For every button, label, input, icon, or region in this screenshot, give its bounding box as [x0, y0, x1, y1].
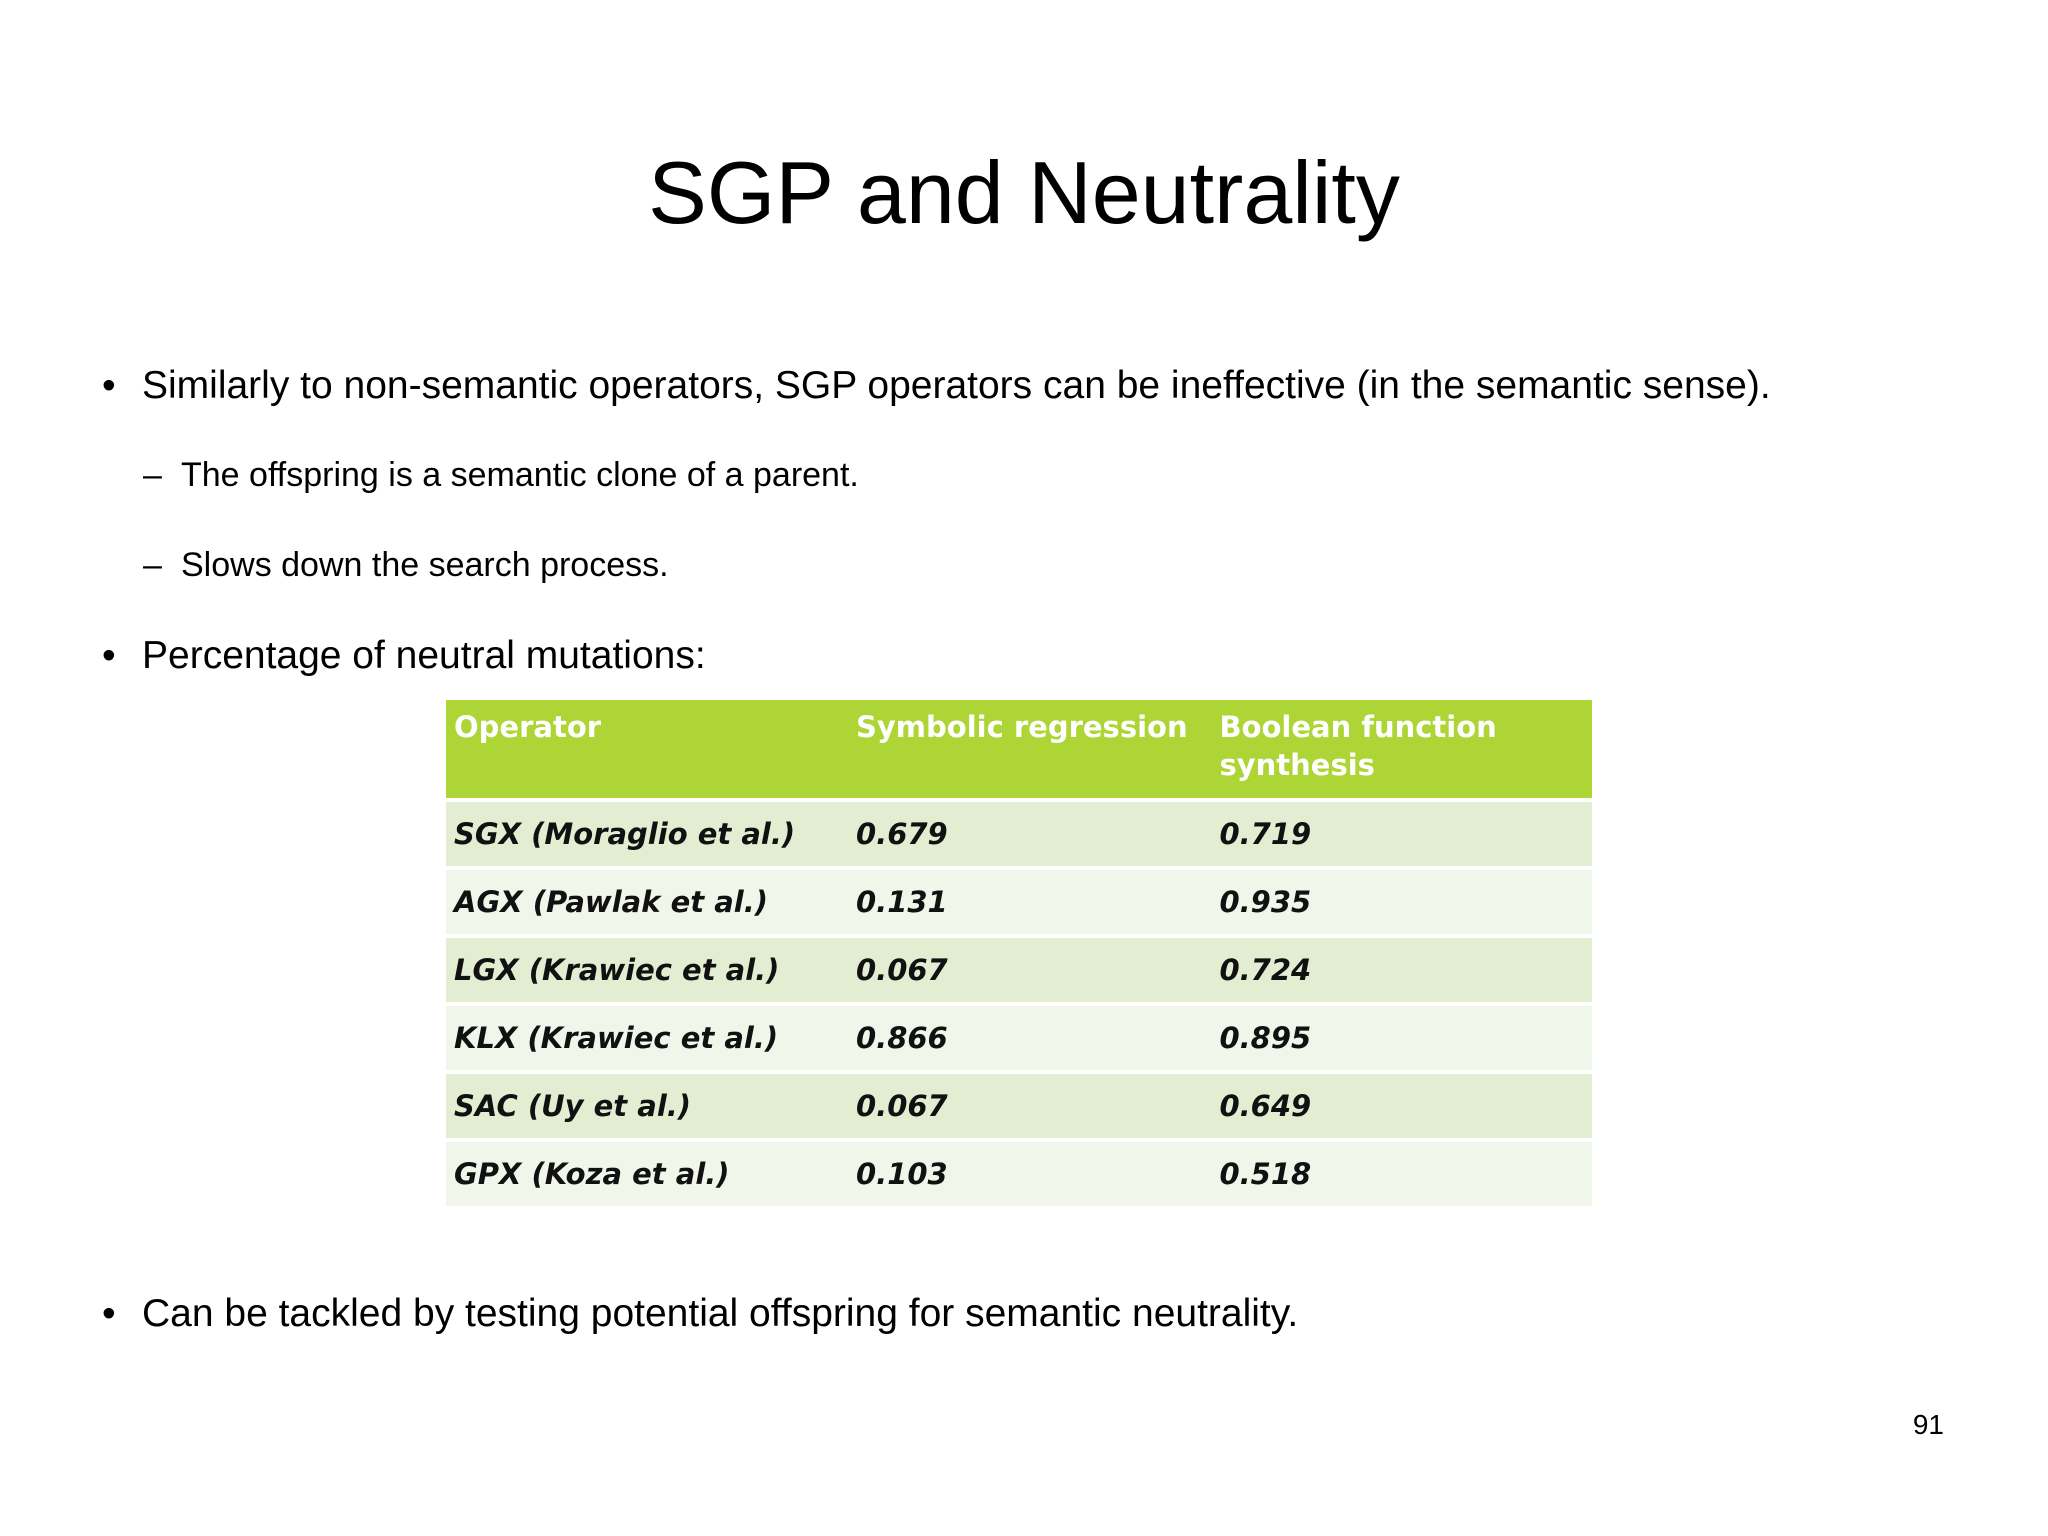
- column-header-operator: Operator: [446, 700, 848, 800]
- neutral-mutations-table: [446, 700, 1592, 1206]
- sub-bullet-text: Slows down the search process.: [181, 546, 669, 584]
- symbolic-regression-cell: 0.067: [848, 936, 1211, 1004]
- bullet-marker: •: [102, 1292, 116, 1335]
- symbolic-regression-cell: 0.866: [848, 1004, 1211, 1072]
- table-row: [446, 1004, 1592, 1072]
- symbolic-regression-cell: 0.103: [848, 1140, 1211, 1206]
- symbolic-regression-cell: 0.131: [848, 868, 1211, 936]
- boolean-synthesis-cell: 0.719: [1211, 800, 1592, 868]
- operator-cell: SGX (Moraglio et al.): [446, 800, 848, 868]
- table-row: [446, 936, 1592, 1004]
- column-header-boolean-function-synthesis: Boolean function synthesis: [1211, 700, 1592, 800]
- boolean-synthesis-cell: 0.518: [1211, 1140, 1592, 1206]
- operator-cell: GPX (Koza et al.): [446, 1140, 848, 1206]
- symbolic-regression-cell: 0.679: [848, 800, 1211, 868]
- operator-cell: KLX (Krawiec et al.): [446, 1004, 848, 1072]
- symbolic-regression-cell: 0.067: [848, 1072, 1211, 1140]
- table-row: [446, 868, 1592, 936]
- table-row: [446, 1140, 1592, 1206]
- page-number: 91: [1912, 1409, 1944, 1440]
- bullet-text: Can be tackled by testing potential offspring for semantic neutrality.: [142, 1292, 1299, 1335]
- operator-cell: SAC (Uy et al.): [446, 1072, 848, 1140]
- boolean-synthesis-cell: 0.724: [1211, 936, 1592, 1004]
- operator-cell: AGX (Pawlak et al.): [446, 868, 848, 936]
- boolean-synthesis-cell: 0.895: [1211, 1004, 1592, 1072]
- bullet-marker: •: [102, 634, 116, 677]
- column-header-symbolic-regression: Symbolic regression: [848, 700, 1211, 800]
- sub-bullet-marker: –: [143, 546, 162, 584]
- table-row: [446, 800, 1592, 868]
- table-header-row: [446, 700, 1592, 800]
- bullet-marker: •: [102, 364, 116, 407]
- slide-title: SGP and Neutrality: [648, 143, 1400, 242]
- table-row: [446, 1072, 1592, 1140]
- sub-bullet-marker: –: [143, 456, 162, 494]
- bullet-text: Similarly to non-semantic operators, SGP operators can be ineffective (in the semantic sense).: [142, 364, 1771, 407]
- operator-cell: LGX (Krawiec et al.): [446, 936, 848, 1004]
- boolean-synthesis-cell: 0.935: [1211, 868, 1592, 936]
- boolean-synthesis-cell: 0.649: [1211, 1072, 1592, 1140]
- bullet-text: Percentage of neutral mutations:: [142, 634, 706, 677]
- sub-bullet-text: The offspring is a semantic clone of a parent.: [181, 456, 859, 494]
